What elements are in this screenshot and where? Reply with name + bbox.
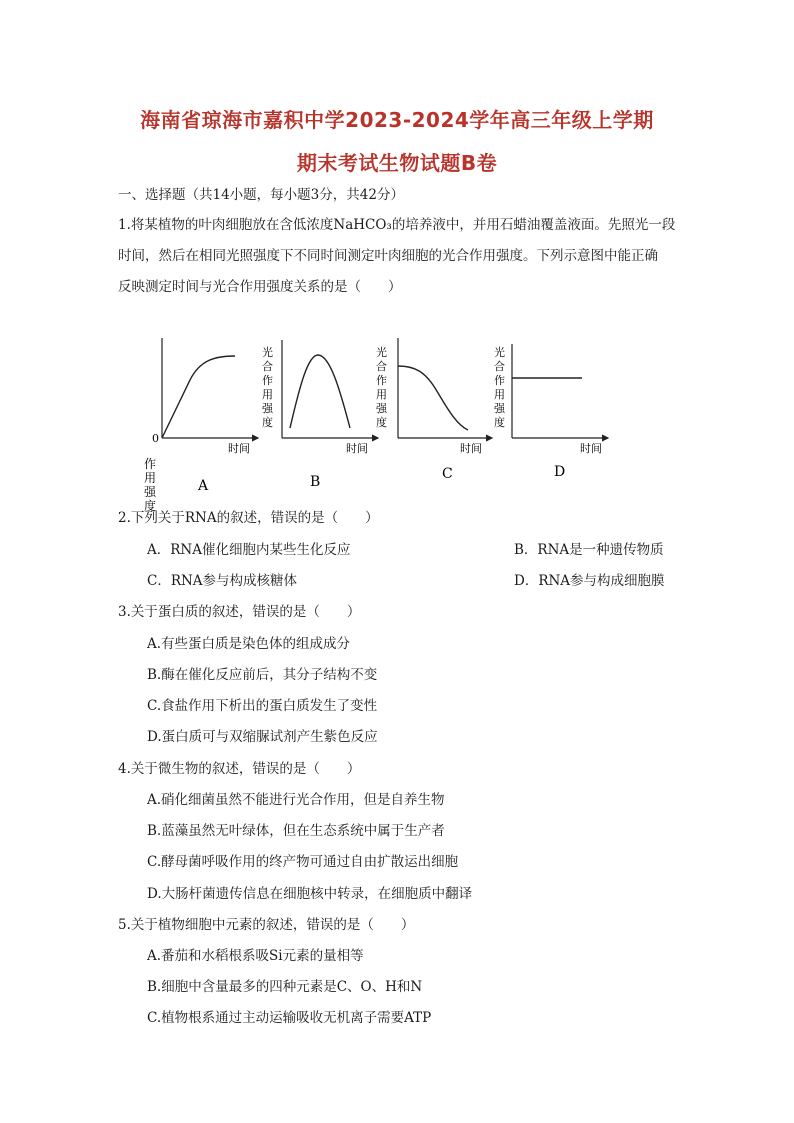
question-1-line-3: 反映测定时间与光合作用强度关系的是（ ） [118,279,402,295]
graph-d-ylabel: 光合作用强度 [494,346,505,429]
question-4-option-d: D.大肠杆菌遗传信息在细胞核中转录，在细胞质中翻译 [147,886,473,902]
graph-d-label: D [554,464,566,480]
graph-a-ylabel: 作用强度 [144,457,157,513]
question-5-option-b: B.细胞中含量最多的四种元素是C、O、H和N [147,979,423,995]
question-2-stem: 2.下列关于RNA的叙述，错误的是（ ） [118,510,379,526]
question-1-line-1: 1.将某植物的叶肉细胞放在含低浓度NaHCO₃的培养液中，并用石蜡油覆盖液面。先照光一段 [118,217,676,233]
graph-b-ylabel: 光合作用强度 [262,346,273,429]
graph-a-origin: 0 [152,432,159,445]
question-4-stem: 4.关于微生物的叙述，错误的是（ ） [118,761,361,777]
question-3-option-a: A.有些蛋白质是染色体的组成成分 [147,636,351,652]
question-2-option-c: C．RNA参与构成核糖体 [147,573,298,589]
question-5-option-c: C.植物根系通过主动运输吸收无机离子需要ATP [147,1010,432,1026]
graph-c-label: C [442,466,453,482]
graph-d [494,344,608,480]
question-1-graphs [140,330,620,513]
question-4-option-a: A.硝化细菌虽然不能进行光合作用，但是自养生物 [147,792,445,808]
question-1-line-2: 时间，然后在相同光照强度下不同时间测定叶肉细胞的光合作用强度。下列示意图中能正确 [118,248,658,264]
page-title-line2: 期末考试生物试题B卷 [296,151,498,175]
question-4-option-b: B.蓝藻虽然无叶绿体，但在生态系统中属于生产者 [147,823,445,839]
question-4-option-c: C.酵母菌呼吸作用的终产物可通过自由扩散运出细胞 [147,854,459,870]
graph-c-ylabel: 光合作用强度 [376,346,387,429]
question-3-option-c: C.食盐作用下析出的蛋白质发生了变性 [147,698,378,714]
question-3-option-d: D.蛋白质可与双缩脲试剂产生紫色反应 [147,729,378,745]
graph-b-label: B [310,474,321,490]
graph-b [262,340,378,490]
question-2-option-b: B．RNA是一种遗传物质 [514,542,664,558]
graph-a-curve [162,356,235,438]
question-5-stem: 5.关于植物细胞中元素的叙述，错误的是（ ） [118,917,415,933]
graph-c [376,338,492,482]
question-3-option-b: B.酶在催化反应前后，其分子结构不变 [147,667,378,683]
question-5-option-a: A.番茄和水稻根系吸Si元素的量相等 [147,948,364,964]
graph-b-xlabel: 时间 [346,442,368,455]
question-3-stem: 3.关于蛋白质的叙述，错误的是（ ） [118,604,361,620]
graph-c-curve [398,366,468,430]
graph-a [144,338,258,513]
page-title-line1: 海南省琼海市嘉积中学2023-2024学年高三年级上学期 [140,108,654,132]
section-header: 一、选择题（共14小题，每小题3分，共42分） [118,187,404,203]
question-2-option-a: A．RNA催化细胞内某些生化反应 [147,542,351,558]
graph-a-label: A [198,478,209,494]
graph-b-curve [290,355,350,428]
graph-c-xlabel: 时间 [460,442,482,455]
graph-d-xlabel: 时间 [580,442,602,455]
question-2-option-d: D．RNA参与构成细胞膜 [514,573,665,589]
graph-a-xlabel: 时间 [228,442,250,455]
